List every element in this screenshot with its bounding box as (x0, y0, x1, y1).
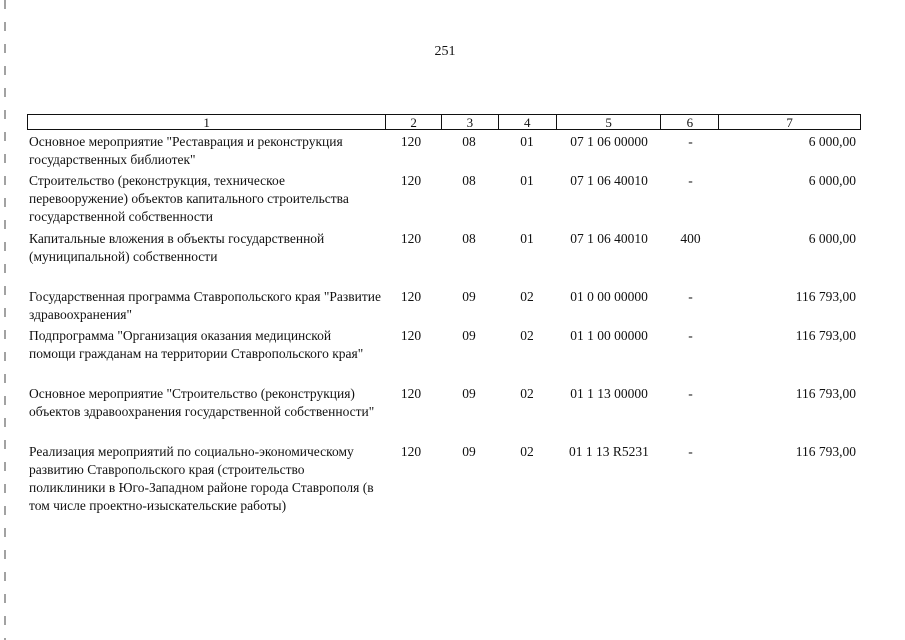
row-col-5: 07 1 06 00000 (570, 134, 648, 149)
row-col-3: 08 (462, 134, 476, 149)
row-col-7: 6 000,00 (808, 231, 856, 246)
row-col-2: 120 (400, 386, 422, 401)
row-col-7: 116 793,00 (795, 328, 856, 343)
row-col-5: 07 1 06 40010 (570, 173, 648, 188)
row-col-5: 01 1 13 R5231 (569, 444, 649, 459)
row-col-3: 09 (462, 386, 476, 401)
row-col-5: 07 1 06 40010 (570, 231, 648, 246)
row-col-5: 01 1 13 00000 (570, 386, 648, 401)
header-col-3: 3 (441, 115, 498, 129)
row-col-4: 01 (520, 134, 534, 149)
row-col-6: - (688, 134, 693, 149)
row-col-2: 120 (400, 444, 422, 459)
row-name: Государственная программа Ставропольского края "Развитие здравоохранения" (29, 289, 381, 322)
header-col-5: 5 (556, 115, 661, 129)
row-col-6: - (688, 289, 693, 304)
row-col-4: 01 (520, 231, 534, 246)
row-col-3: 08 (462, 231, 476, 246)
row-col-3: 09 (462, 328, 476, 343)
row-name: Подпрограмма "Организация оказания медицинской помощи гражданам на территории Ставропольского края" (29, 328, 364, 361)
header-col-1: 1 (203, 115, 210, 130)
row-col-3: 09 (462, 444, 476, 459)
row-col-3: 09 (462, 289, 476, 304)
table-header-row (27, 114, 861, 130)
row-col-2: 120 (400, 328, 422, 343)
row-col-5: 01 0 00 00000 (570, 289, 648, 304)
row-col-7: 116 793,00 (795, 386, 856, 401)
row-col-6: 400 (680, 231, 701, 246)
header-col-2: 2 (385, 115, 441, 129)
row-col-4: 02 (520, 386, 534, 401)
scan-margin-marks (4, 0, 6, 640)
row-col-7: 116 793,00 (795, 444, 856, 459)
row-name: Основное мероприятие "Строительство (реконструкция) объектов здравоохранения государственной собственности" (29, 386, 375, 419)
row-col-5: 01 1 00 00000 (570, 328, 648, 343)
row-col-7: 116 793,00 (795, 289, 856, 304)
row-col-4: 02 (520, 289, 534, 304)
row-col-7: 6 000,00 (808, 173, 856, 188)
row-col-7: 6 000,00 (808, 134, 856, 149)
row-col-6: - (688, 444, 693, 459)
row-col-3: 08 (462, 173, 476, 188)
row-col-2: 120 (400, 173, 422, 188)
row-col-4: 01 (520, 173, 534, 188)
header-col-7: 7 (718, 115, 860, 129)
row-col-6: - (688, 328, 693, 343)
row-name: Реализация мероприятий по социально-экономическому развитию Ставропольского края (строительство поликлиники в Юго-Западном районе города Ставрополя (в том числе проектно-изыскательские работы) (29, 444, 374, 513)
header-col-4: 4 (498, 115, 556, 129)
row-col-4: 02 (520, 328, 534, 343)
row-col-2: 120 (400, 289, 422, 304)
page-number: 251 (434, 44, 456, 59)
row-col-2: 120 (400, 231, 422, 246)
row-col-6: - (688, 386, 693, 401)
row-col-4: 02 (520, 444, 534, 459)
row-name: Основное мероприятие "Реставрация и реконструкция государственных библиотек" (29, 134, 343, 167)
row-name: Капитальные вложения в объекты государственной (муниципальной) собственности (29, 231, 325, 264)
row-name: Строительство (реконструкция, техническое перевооружение) объектов капитального строительства государственной собственности (29, 173, 349, 224)
header-col-6: 6 (660, 115, 718, 129)
row-col-2: 120 (400, 134, 422, 149)
row-col-6: - (688, 173, 693, 188)
